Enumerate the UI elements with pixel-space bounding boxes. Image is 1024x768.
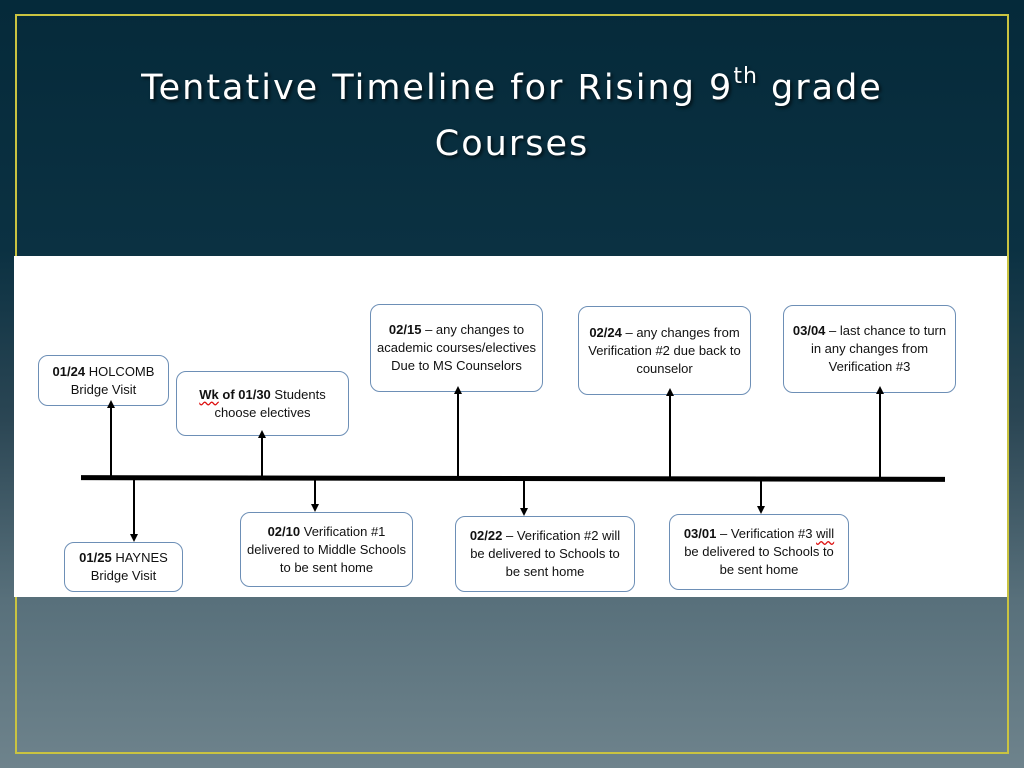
event-0222-box: 02/22 – Verification #2 will be delivered to Schools to be sent home [455, 516, 635, 592]
event-0215-box: 02/15 – any changes to academic courses/electives Due to MS Counselors [370, 304, 543, 392]
event-0304-box: 03/04 – last chance to turn in any changes from Verification #3 [783, 305, 956, 393]
event-0130-box: Wk of 01/30 Students choose electives [176, 371, 349, 436]
event-0124-box: 01/24 HOLCOMB Bridge Visit [38, 355, 169, 406]
event-0224-box: 02/24 – any changes from Verification #2 due back to counselor [578, 306, 751, 395]
title-line-1: Tentative Timeline for Rising 9th grade [141, 64, 883, 108]
slide-title [0, 52, 1024, 172]
event-0210-box: 02/10 Verification #1 delivered to Middle Schools to be sent home [240, 512, 413, 587]
title-line-2: Courses [434, 123, 590, 164]
event-0301-box: 03/01 – Verification #3 will be delivered to Schools to be sent home [669, 514, 849, 590]
event-0125-box: 01/25 HAYNES Bridge Visit [64, 542, 183, 592]
